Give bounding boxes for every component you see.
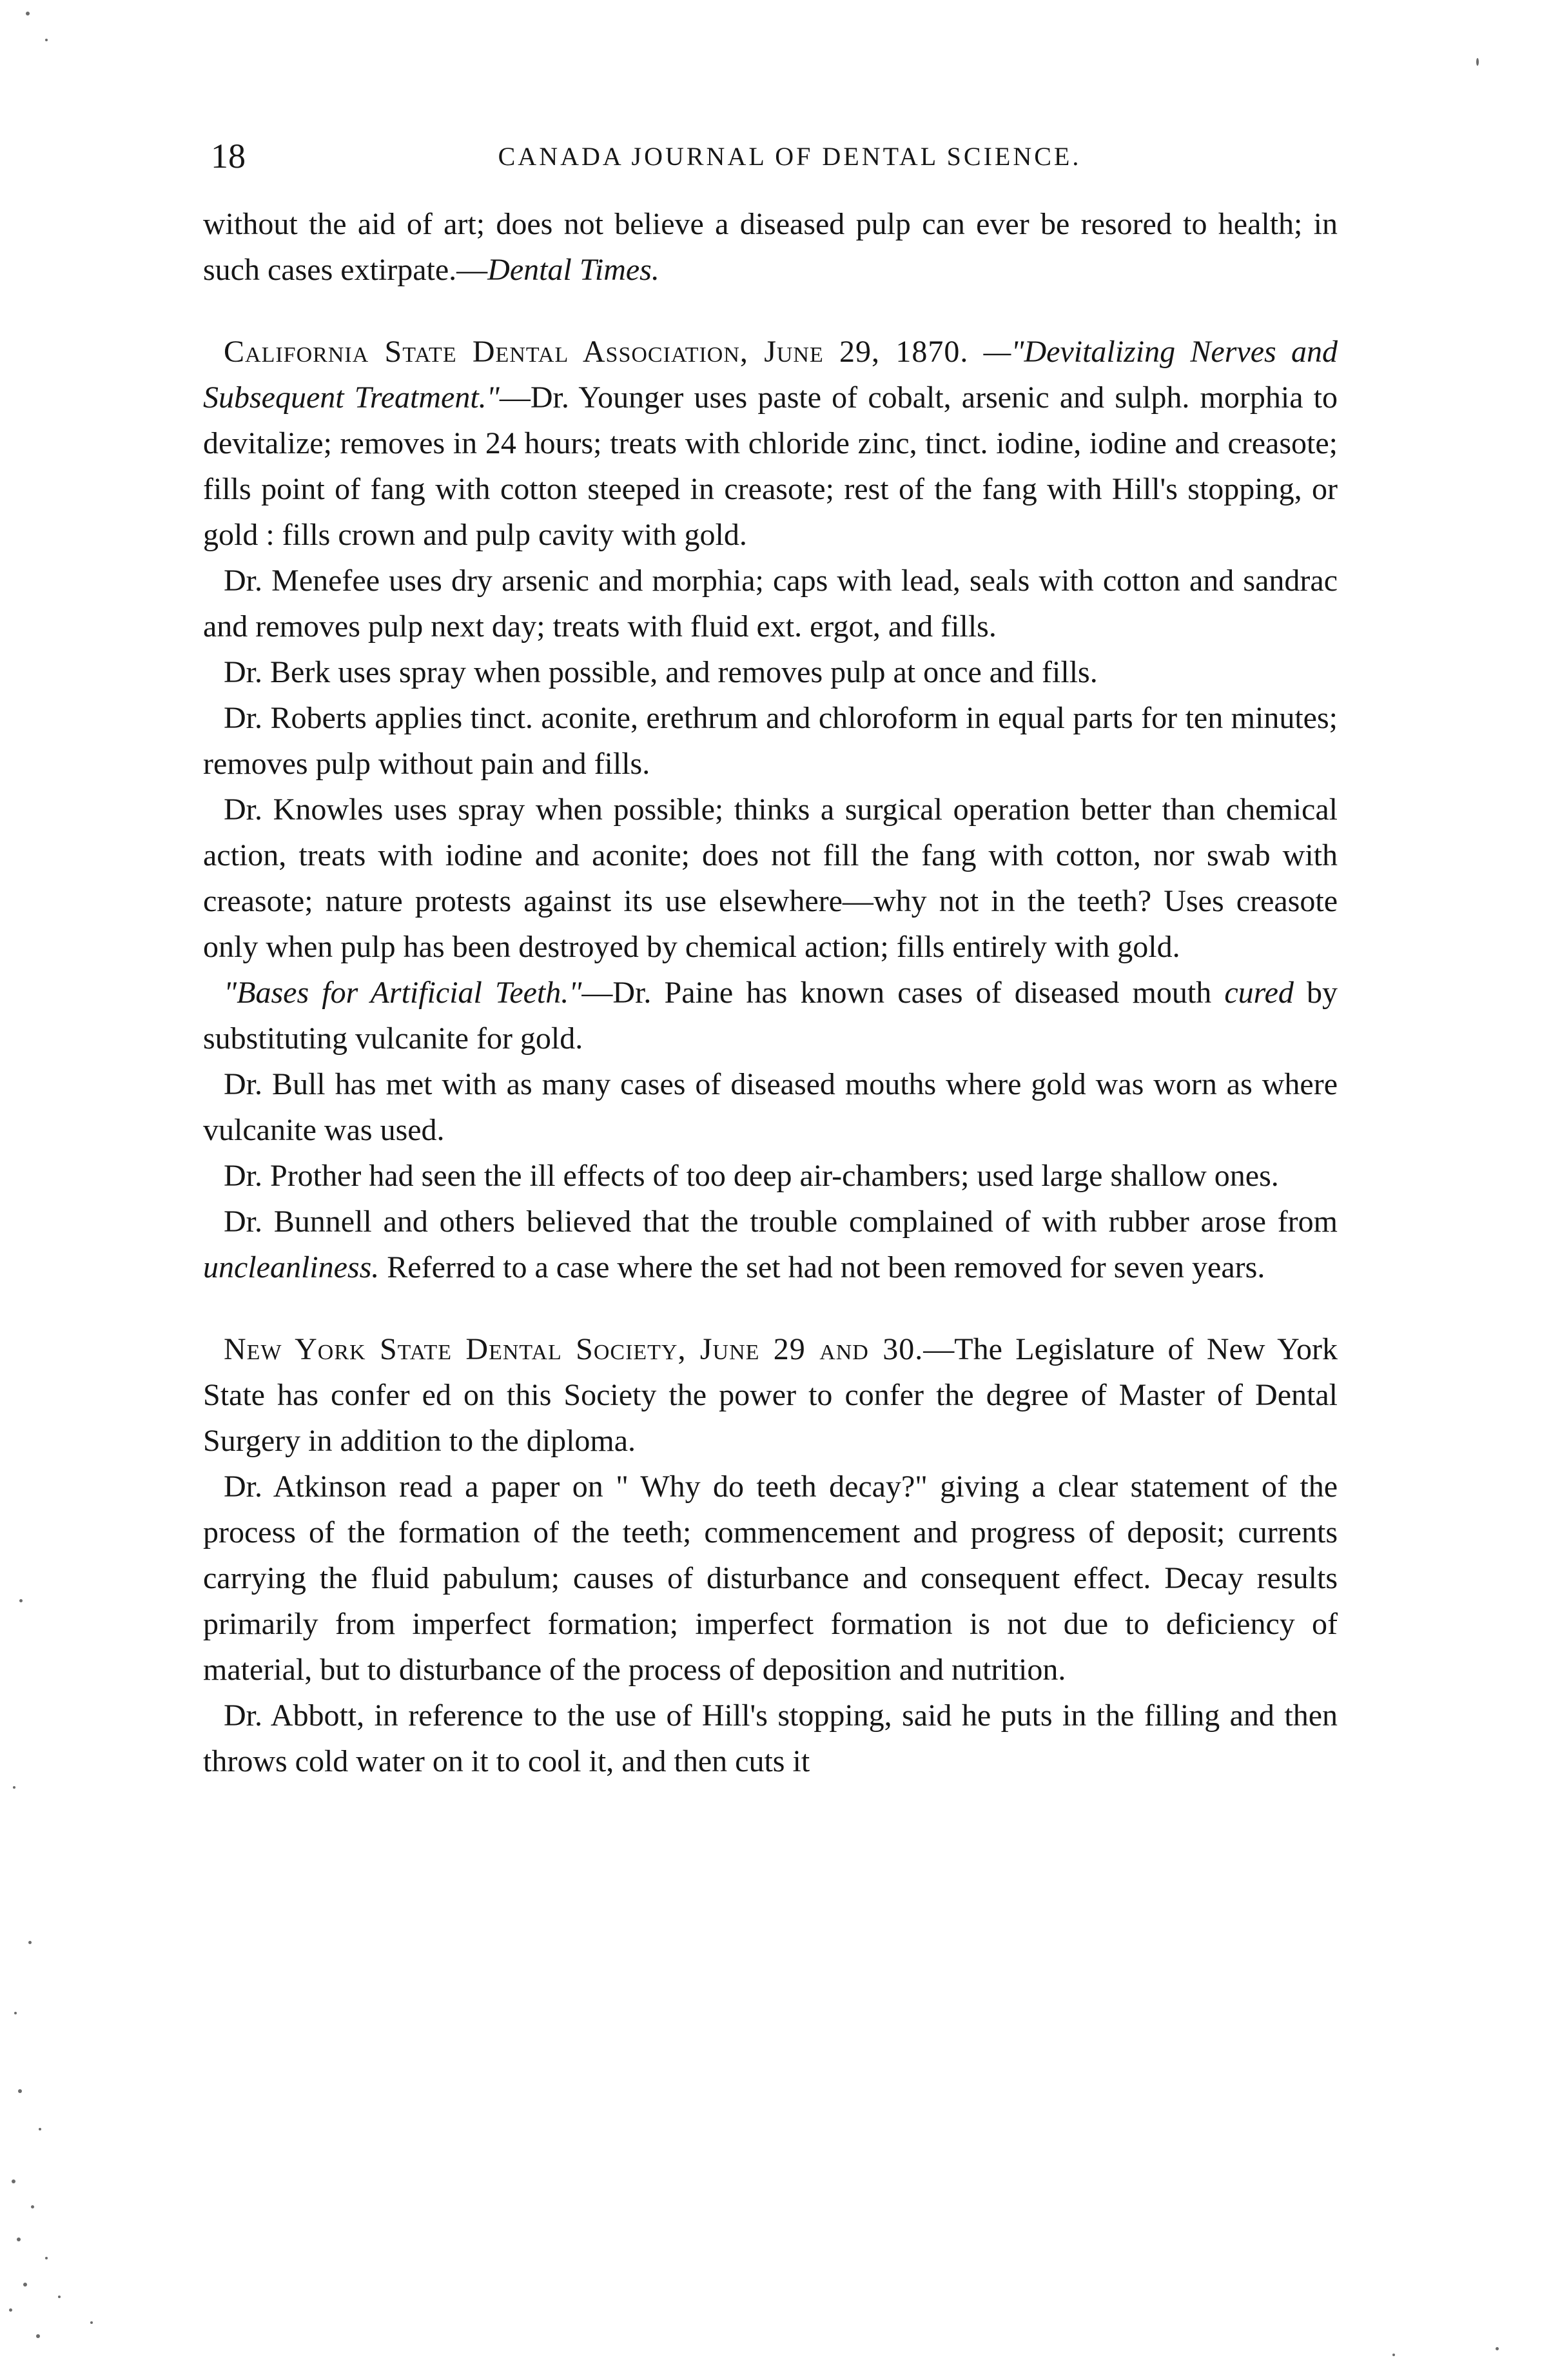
page-number: 18 xyxy=(211,137,246,175)
paragraph-atkinson: Dr. Atkinson read a paper on " Why do teeth decay?" giving a clear statement of the process of the formation of the teeth; commencement and progress of deposit; currents carrying the fluid pabulum; causes of disturbance and consequent effect. Decay results primarily from imperfect formation; imperfect formation is not due to deficiency of material, but to disturbance of the process of deposition and nutrition. xyxy=(203,1470,1338,1687)
paragraph-california-association: California State Dental Association, June 29, 1870. —"Devitalizing Nerves and Subsequent Treatment."—Dr. Younger uses paste of cobalt, arsenic and sulph. morphia to devitalize; removes in 24 hours; treats with chloride zinc, tinct. iodine, iodine and creasote; fills point of fang with cotton steeped in creasote; rest of the fang with Hill's stopping, or gold : fills crown and pulp cavity with gold. xyxy=(203,335,1338,552)
paragraph-bunnell: Dr. Bunnell and others believed that the trouble complained of with rubber arose from uncleanliness. Referred to a case where the set had not been removed for seven years. xyxy=(203,1205,1338,1284)
paragraph-bull: Dr. Bull has met with as many cases of diseased mouths where gold was worn as where vulcanite was used. xyxy=(203,1067,1338,1147)
section-heading-new-york: New York State Dental Society, June 29 and 30. xyxy=(224,1332,924,1366)
paragraph-bases-artificial-teeth: "Bases for Artificial Teeth."—Dr. Paine has known cases of diseased mouth cured by substituting vulcanite for gold. xyxy=(203,976,1338,1056)
running-head xyxy=(203,137,1338,182)
paragraph-new-york-society: New York State Dental Society, June 29 and 30.—The Legislature of New York State has confer ed on this Society the power to confer the degree of Master of Dental Surgery in addition to the diploma. xyxy=(203,1332,1338,1458)
section-heading-california: California State Dental Association, June 29, 1870. xyxy=(224,335,969,369)
paragraph-continuation: without the aid of art; does not believe a diseased pulp can ever be resored to health; in such cases extirpate.—Dental Times. xyxy=(203,207,1338,287)
paragraph-abbott: Dr. Abbott, in reference to the use of Hill's stopping, said he puts in the filling and then throws cold water on it to cool it, and then cuts it xyxy=(203,1698,1338,1778)
journal-title: CANADA JOURNAL OF DENTAL SCIENCE. xyxy=(498,142,1082,171)
paragraph-knowles: Dr. Knowles uses spray when possible; thinks a surgical operation better than chemical action, treats with iodine and aconite; does not fill the fang with cotton, nor swab with creasote; nature protests against its use elsewhere—why not in the teeth? Uses creasote only when pulp has been destroyed by chemical action; fills entirely with gold. xyxy=(203,792,1338,964)
paragraph-berk: Dr. Berk uses spray when possible, and removes pulp at once and fills. xyxy=(224,655,1098,689)
document-page xyxy=(203,0,1338,2380)
paragraph-prother: Dr. Prother had seen the ill effects of too deep air-chambers; used large shallow ones. xyxy=(224,1159,1279,1193)
paragraph-roberts: Dr. Roberts applies tinct. aconite, erethrum and chloroform in equal parts for ten minutes; removes pulp without pain and fills. xyxy=(203,701,1338,781)
body-text xyxy=(203,201,1338,1784)
paragraph-menefee: Dr. Menefee uses dry arsenic and morphia; caps with lead, seals with cotton and sandrac and removes pulp next day; treats with fluid ext. ergot, and fills. xyxy=(203,564,1338,644)
